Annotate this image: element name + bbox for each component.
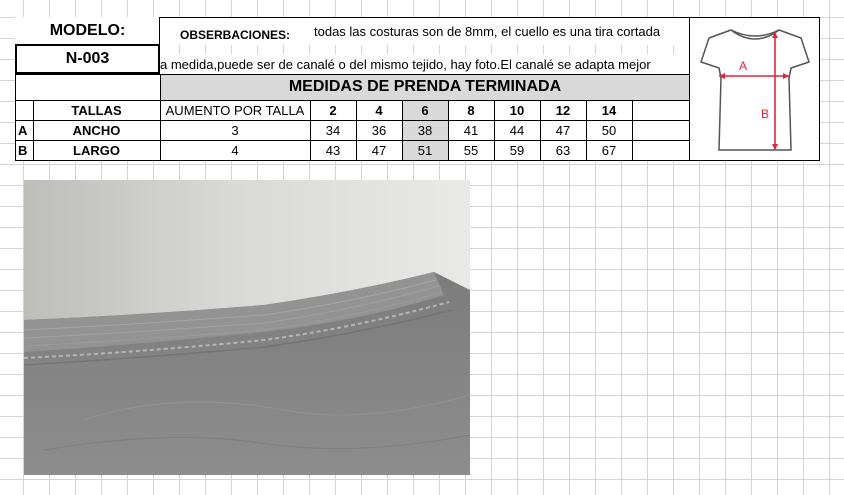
table-cell: 51 (402, 140, 448, 161)
row-name-ancho: ANCHO (33, 120, 160, 140)
row-letter-a: A (15, 120, 33, 140)
table-cell: 47 (540, 120, 586, 140)
empty-cell (632, 140, 690, 161)
observaciones-text-1: todas las costuras son de 8mm, el cuello es una tira cortada (310, 17, 690, 45)
table-cell: 50 (586, 120, 632, 140)
modelo-value[interactable]: N-003 (15, 44, 160, 74)
row-name-largo: LARGO (33, 140, 160, 161)
observaciones-label: OBSERBACIONES: (159, 17, 311, 45)
observaciones-text-2: a medida,puede ser de canalé o del mismo tejido, hay foto.El canalé se adapta mejor (160, 54, 690, 74)
table-cell: 47 (356, 140, 402, 161)
tshirt-icon (691, 18, 819, 160)
modelo-label: MODELO: (15, 17, 160, 44)
table-cell: 44 (494, 120, 540, 140)
table-cell: 36 (356, 120, 402, 140)
blank-cell (15, 74, 160, 100)
table-cell: 38 (402, 120, 448, 140)
empty-cell (632, 120, 690, 140)
table-cell: 63 (540, 140, 586, 161)
table-cell: 43 (310, 140, 356, 161)
aumento-value: 4 (160, 140, 310, 161)
table-cell: 67 (586, 140, 632, 161)
empty-header (632, 100, 690, 120)
shirt-diagram (690, 17, 820, 161)
table-cell: 41 (448, 120, 494, 140)
aumento-value: 3 (160, 120, 310, 140)
row-letter-b: B (15, 140, 33, 161)
tallas-header: TALLAS (33, 100, 160, 120)
size-header: 14 (586, 100, 632, 120)
collar-photo (24, 180, 470, 475)
size-header: 10 (494, 100, 540, 120)
letter-header (15, 100, 33, 120)
aumento-header: AUMENTO POR TALLA (160, 100, 310, 120)
size-header: 12 (540, 100, 586, 120)
label-b: B (760, 107, 769, 121)
size-header: 2 (310, 100, 356, 120)
table-cell: 59 (494, 140, 540, 161)
table-cell: 55 (448, 140, 494, 161)
size-header: 8 (448, 100, 494, 120)
table-cell: 34 (310, 120, 356, 140)
size-header: 4 (356, 100, 402, 120)
size-header: 6 (402, 100, 448, 120)
table-title: MEDIDAS DE PRENDA TERMINADA (160, 74, 690, 100)
label-a: A (738, 59, 747, 73)
